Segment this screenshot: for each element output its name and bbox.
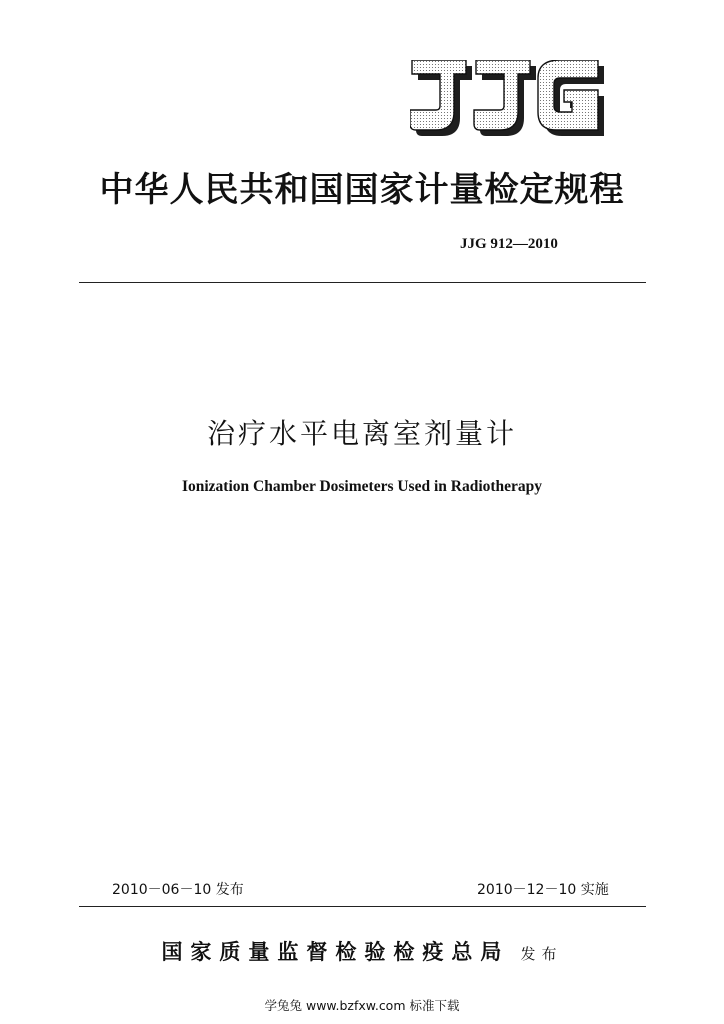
document-title-chinese: 治疗水平电离室剂量计 [206,417,517,450]
header-divider [79,282,646,283]
jjg-logo [410,60,610,138]
publish-verb: 发布 [520,945,563,963]
publisher-name: 国家质量监督检验检疫总局 [161,939,510,964]
watermark-footer: 学兔兔 www.bzfxw.com 标准下载 [264,998,460,1013]
document-title-english: Ionization Chamber Dosimeters Used in Radiotherapy [181,478,543,495]
logo-face [410,60,598,130]
footer-divider [79,906,646,907]
regulation-series-title: 中华人民共和国国家计量检定规程 [99,170,625,210]
issue-date: 2010－06－10 发布 [112,882,244,898]
publisher-line [0,936,724,966]
regulation-code: JJG 912—2010 [460,236,558,252]
implementation-date: 2010－12－10 实施 [477,882,609,898]
